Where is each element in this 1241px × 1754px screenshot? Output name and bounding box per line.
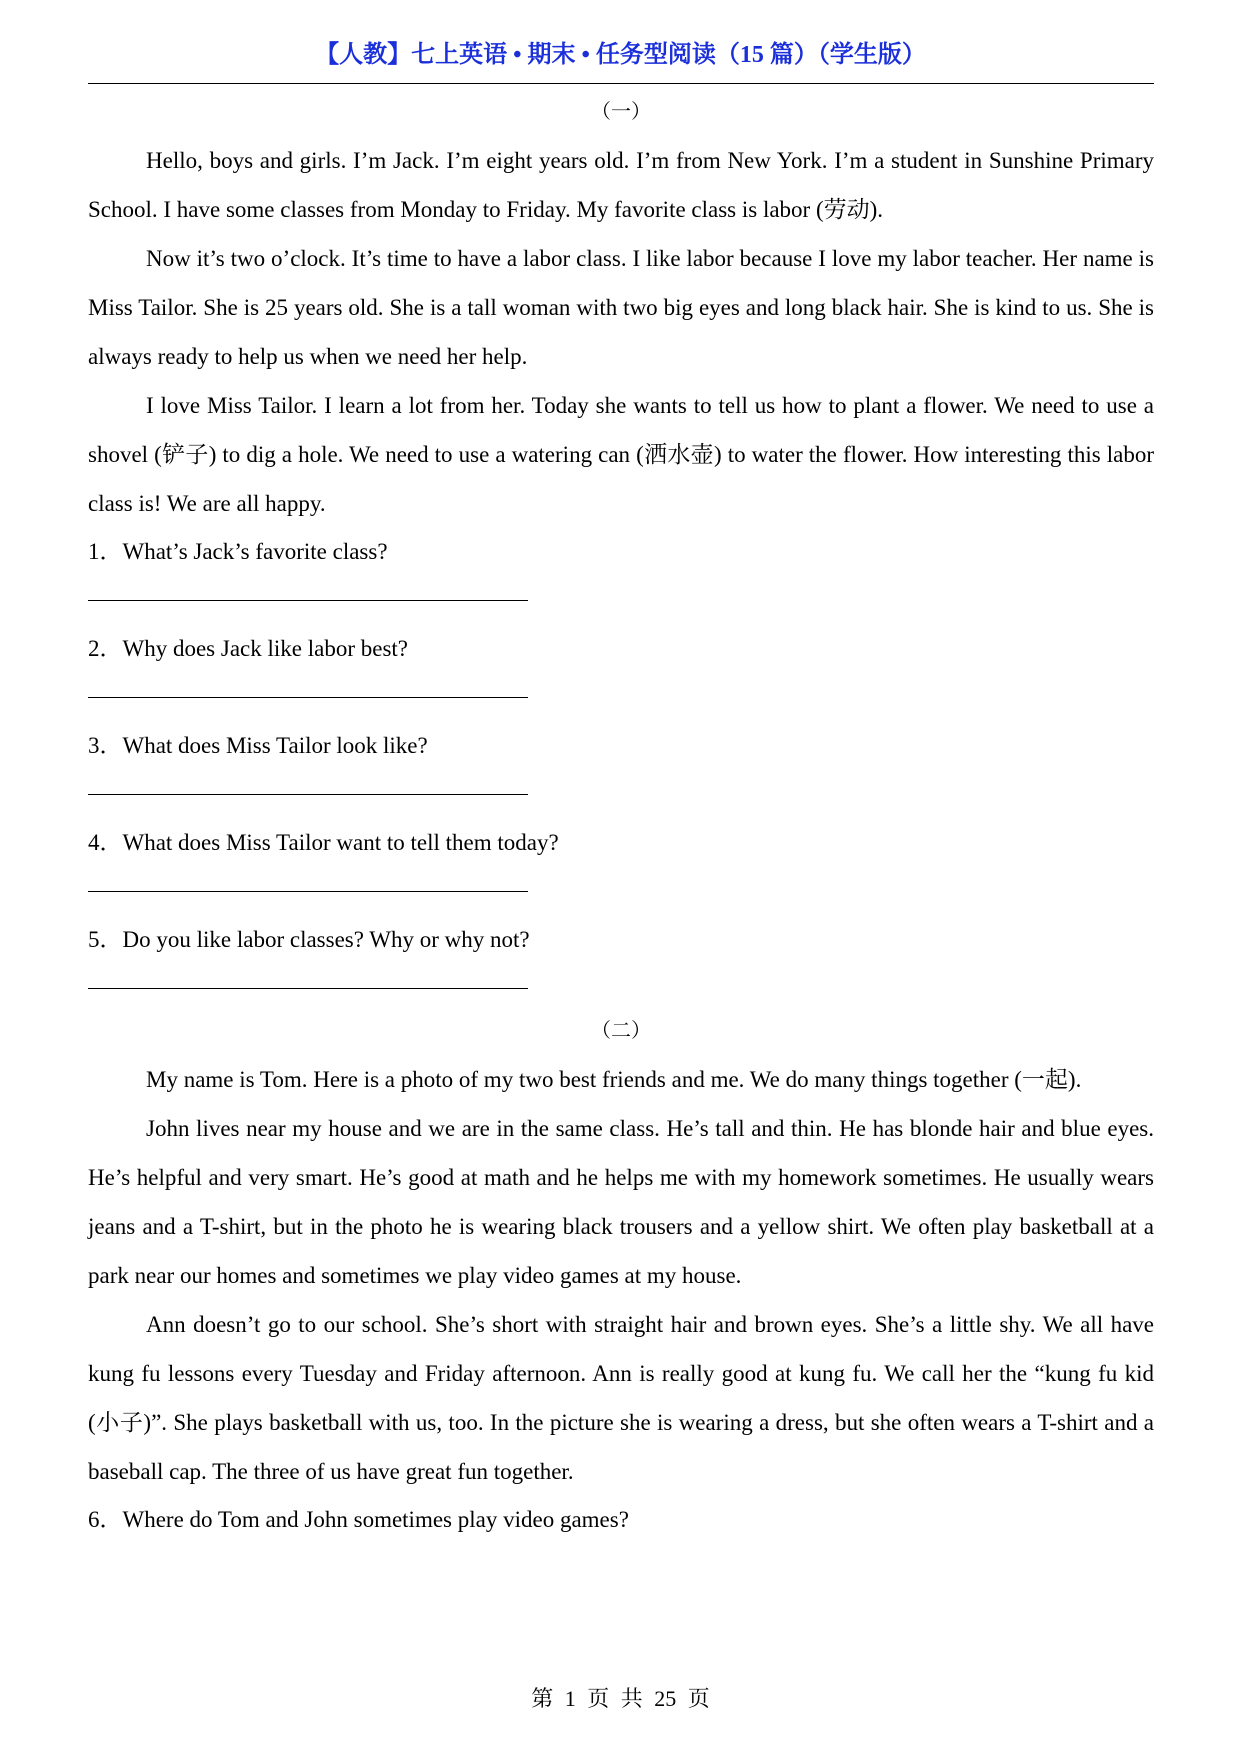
question-text: 2．Why does Jack like labor best? xyxy=(88,636,408,661)
passage-paragraph: Ann doesn’t go to our school. She’s short with straight hair and brown eyes. She’s a little shy. We all have kung fu lessons every Tuesday and Friday afternoon. Ann is really good at kung fu. We call her the “kung fu kid (小子)”. She plays basketball with us, too. In the picture she is wearing a dress, but she often wears a T-shirt and a baseball cap. The three of us have great fun together. xyxy=(88,1312,1154,1484)
page-header-title: 【人教】七上英语 • 期末 • 任务型阅读（15 篇）（学生版） xyxy=(315,42,926,68)
answer-line xyxy=(88,673,528,698)
document-body xyxy=(88,94,1154,1544)
answer-line xyxy=(88,576,528,601)
answer-line xyxy=(88,770,528,795)
section-1 xyxy=(88,94,1154,989)
answer-line xyxy=(88,867,528,892)
question-text: 5．Do you like labor classes? Why or why not? xyxy=(88,927,530,952)
passage-paragraph: I love Miss Tailor. I learn a lot from her. Today she wants to tell us how to plant a flower. We need to use a shovel (铲子) to dig a hole. We need to use a watering can (洒水壶) to water the flower. How interesting this labor class is! We are all happy. xyxy=(88,393,1154,516)
answer-line xyxy=(88,964,528,989)
question-text: 4．What does Miss Tailor want to tell them today? xyxy=(88,830,559,855)
passage-paragraph: John lives near my house and we are in the same class. He’s tall and thin. He has blonde hair and blue eyes. He’s helpful and very smart. He’s good at math and he helps me with my homework sometimes. He usually wears jeans and a T-shirt, but in the photo he is wearing black trousers and a yellow shirt. We often play basketball at a park near our homes and sometimes we play video games at my house. xyxy=(88,1116,1154,1288)
question-text: 6．Where do Tom and John sometimes play video games? xyxy=(88,1507,629,1532)
question-text: 1．What’s Jack’s favorite class? xyxy=(88,539,388,564)
passage-paragraph: Now it’s two o’clock. It’s time to have a labor class. I like labor because I love my labor teacher. Her name is Miss Tailor. She is 25 years old. She is a tall woman with two big eyes and long black hair. She is kind to us. She is always ready to help us when we need her help. xyxy=(88,246,1154,369)
passage-paragraph: My name is Tom. Here is a photo of my two best friends and me. We do many things together (一起). xyxy=(146,1067,1082,1092)
header-divider xyxy=(88,83,1154,84)
section-title: （一） xyxy=(591,101,651,123)
passage-paragraph: Hello, boys and girls. I’m Jack. I’m eight years old. I’m from New York. I’m a student in Sunshine Primary School. I have some classes from Monday to Friday. My favorite class is labor (劳动). xyxy=(88,148,1154,222)
section-2 xyxy=(88,1013,1154,1544)
section-title: （二） xyxy=(591,1020,651,1042)
page-number: 第 1 页 共 25 页 xyxy=(531,1686,710,1711)
question-text: 3．What does Miss Tailor look like? xyxy=(88,733,428,758)
